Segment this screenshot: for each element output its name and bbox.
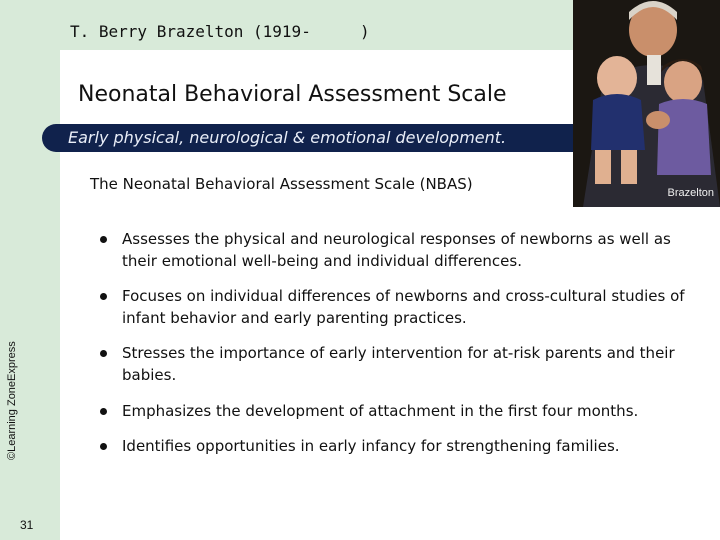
bullet-text: Focuses on individual differences of newborns and cross-cultural studies of infant behavior and early parenting practices.	[122, 287, 685, 327]
name-close-paren: )	[360, 22, 370, 41]
bullet-text: Identifies opportunities in early infancy for strengthening families.	[122, 437, 620, 455]
bullet-text: Stresses the importance of early intervention for at-risk parents and their babies.	[122, 344, 675, 384]
bullet-text: Emphasizes the development of attachment in the first four months.	[122, 402, 639, 420]
list-item	[100, 285, 710, 329]
photo-illustration	[573, 0, 720, 207]
list-item	[100, 342, 710, 386]
section-heading: The Neonatal Behavioral Assessment Scale (NBAS)	[90, 175, 473, 193]
name-line	[70, 22, 370, 41]
photo-caption: Brazelton	[667, 187, 714, 199]
bullet-dot-icon	[100, 350, 107, 357]
subtitle-bar: Early physical, neurological & emotional development.	[42, 124, 580, 152]
bullet-dot-icon	[100, 293, 107, 300]
bullet-dot-icon	[100, 236, 107, 243]
bullet-text: Assesses the physical and neurological responses of newborns as well as their emotional well-being and individual differences.	[122, 230, 671, 270]
bullet-dot-icon	[100, 408, 107, 415]
page-number: 31	[20, 518, 34, 532]
brazelton-photo	[573, 0, 720, 207]
list-item	[100, 228, 710, 272]
list-item	[100, 435, 710, 457]
name-text: T. Berry Brazelton (1919-	[70, 22, 311, 41]
list-item	[100, 400, 710, 422]
slide-title: Neonatal Behavioral Assessment Scale	[78, 82, 507, 107]
bullet-dot-icon	[100, 443, 107, 450]
copyright-text: ©Learning ZoneExpress	[6, 341, 18, 460]
